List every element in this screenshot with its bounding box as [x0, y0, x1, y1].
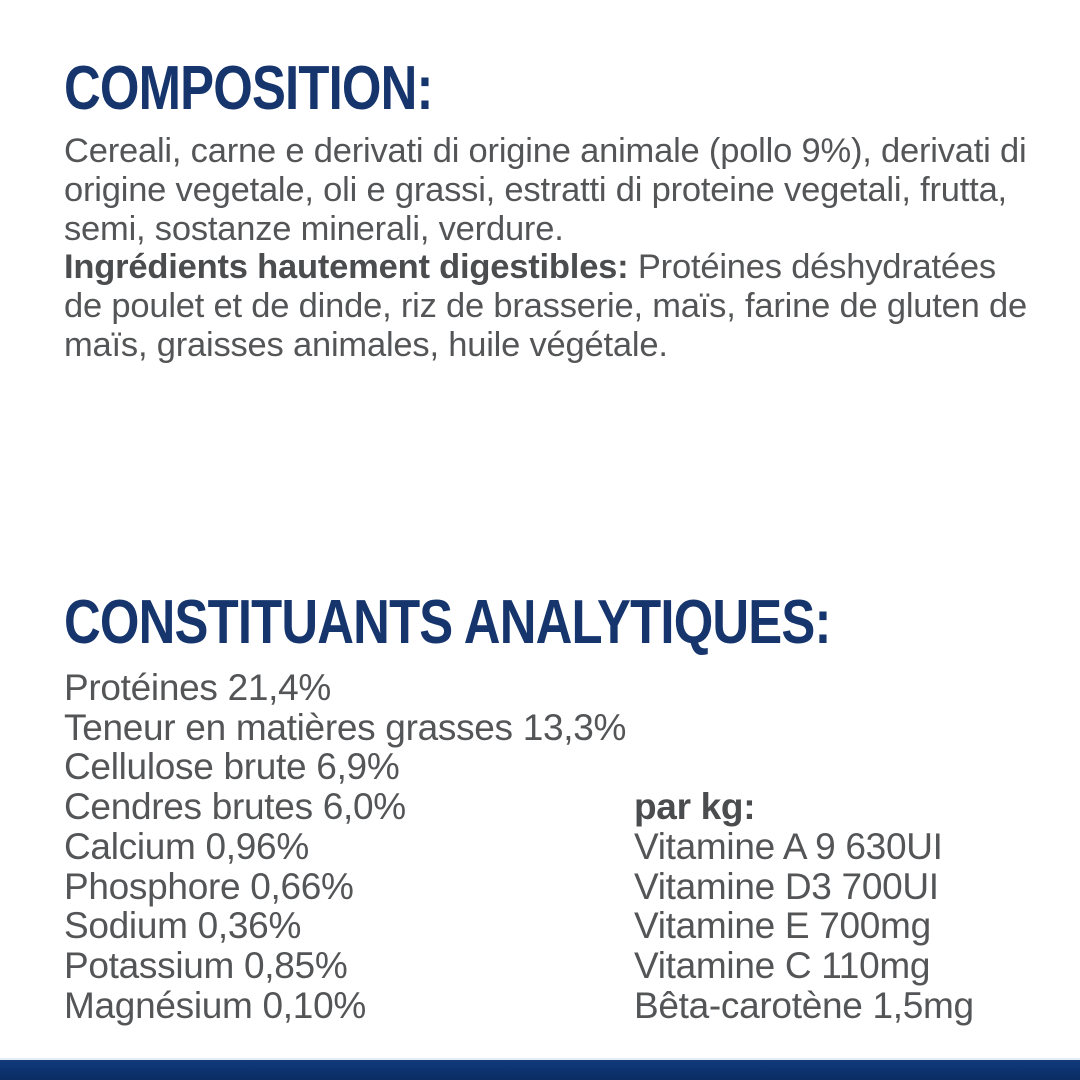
per-kg-header: par kg:: [634, 786, 756, 828]
vitamin-e-value: Vitamine E 700mg: [634, 905, 931, 947]
composition-paragraph-french: [64, 248, 1032, 364]
analytical-constituents-table: [64, 668, 1054, 1025]
constituent-potassium: Potassium 0,85%: [64, 944, 348, 986]
vitamin-d3-value: Vitamine D3 700UI: [634, 865, 939, 907]
composition-paragraph-italian: Cereali, carne e derivati di origine animale (pollo 9%), derivati di origine vegetale, oli e grassi, estratti di proteine vegetali, frutta, semi, sostanze minerali, verdure.: [64, 132, 1027, 248]
right-column-empty: [634, 708, 1054, 748]
constituent-proteines: Protéines 21,4%: [64, 667, 332, 708]
digestible-ingredients-label: Ingrédients hautement digestibles:: [64, 248, 629, 287]
constituent-magnesium: Magnésium 0,10%: [64, 984, 366, 1026]
vitamin-a-value: Vitamine A 9 630UI: [634, 825, 943, 867]
right-column-empty: [634, 668, 1054, 708]
footer-navy-bar: [0, 1058, 1080, 1080]
analytical-constituents-heading: CONSTITUANTS ANALYTIQUES:: [64, 588, 831, 657]
constituent-cellulose: Cellulose brute 6,9%: [64, 746, 400, 788]
vitamin-c-value: Vitamine C 110mg: [634, 944, 931, 986]
digestible-ingredients-text: Protéines déshydratées de poulet et de dinde, riz de brasserie, maïs, farine de gluten de maïs, graisses animales, huile végétale.: [64, 248, 1027, 364]
constituent-cendres: Cendres brutes 6,0%: [64, 786, 406, 828]
constituent-calcium: Calcium 0,96%: [64, 825, 309, 867]
right-column-empty: [634, 747, 1054, 787]
composition-text-block: [64, 132, 1032, 365]
beta-carotene-value: Bêta-carotène 1,5mg: [634, 984, 974, 1026]
constituent-phosphore: Phosphore 0,66%: [64, 865, 354, 907]
composition-heading: COMPOSITION:: [64, 54, 433, 123]
constituent-matieres-grasses: Teneur en matières grasses 13,3%: [64, 706, 627, 748]
constituent-sodium: Sodium 0,36%: [64, 905, 302, 947]
